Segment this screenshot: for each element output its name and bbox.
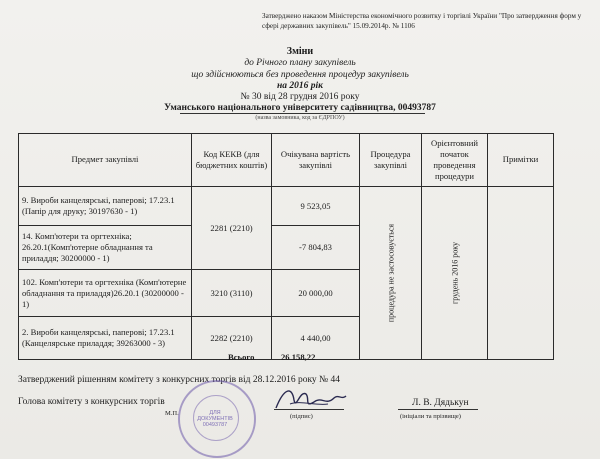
row-value: 9 523,05 — [272, 186, 360, 225]
total-value: 26 158,22 — [281, 352, 316, 362]
title-year: на 2016 рік — [277, 81, 323, 91]
document-number-date: № 30 від 28 грудня 2016 року — [240, 92, 360, 102]
name-caption: (ініціали та прізвище) — [400, 413, 461, 420]
col-header-start: Орієнтовний початок проведення процедури — [422, 134, 488, 187]
name-line — [398, 409, 478, 410]
approval-note: Затверджено наказом Міністерства економічного розвитку і торгівлі України "Про затвердження форм у сфері державних закупівель" 15.09.2014р. № 1106 — [262, 12, 582, 30]
row-kekv: 2282 (2210) — [192, 317, 272, 360]
approval-statement: Затверджений рішенням комітету з конкурсних торгів від 28.12.2016 року № 44 — [18, 375, 340, 385]
row-kekv: 3210 (3110) — [192, 270, 272, 317]
row-value: -7 804,83 — [272, 225, 360, 270]
organization-caption: (назва замовника, код за ЄДРПОУ) — [255, 115, 345, 121]
row-value: 20 000,00 — [272, 270, 360, 317]
organization-name: Уманського національного університету садівництва, 00493787 — [164, 103, 436, 113]
col-header-value: Очікувана вартість закупівлі — [272, 134, 360, 187]
handwritten-signature — [270, 380, 350, 416]
total-label: Всього — [228, 352, 255, 362]
col-header-kekv: Код КЕКВ (для бюджетних коштів) — [192, 134, 272, 187]
notes-cell — [488, 186, 554, 359]
stamp-text: ДЛЯ ДОКУМЕНТІВ 00493787 — [197, 410, 233, 428]
table-header-row — [19, 134, 554, 187]
row-subject: 102. Комп'ютери та оргтехніка (Комп'ютерне обладнання та приладдя)26.20.1 (30200000 - 1) — [19, 270, 192, 317]
row-kekv: 2281 (2210) — [192, 186, 272, 269]
signature-line — [274, 409, 344, 410]
document-title: Зміни — [286, 46, 314, 57]
signatory-name: Л. В. Дядькун — [412, 398, 469, 408]
start-text: грудень 2016 року — [450, 241, 459, 304]
row-subject: 9. Вироби канцелярські, паперові; 17.23.1 (Папір для друку; 30197630 - 1) — [19, 186, 192, 225]
row-subject: 14. Комп'ютери та оргтехніка; 26.20.1(Комп'ютерне обладнання та приладдя; 30200000 - 1) — [19, 225, 192, 270]
col-header-subject: Предмет закупівлі — [19, 134, 192, 187]
seal-mark-label: М.П. — [165, 410, 179, 417]
procedure-text: процедура не застосовується — [386, 223, 395, 323]
col-header-procedure: Процедура закупівлі — [360, 134, 422, 187]
col-header-notes: Примітки — [488, 134, 554, 187]
title-line-2: до Річного плану закупівель — [244, 58, 356, 68]
title-line-3: що здійснюються без проведення процедур закупівель — [191, 70, 409, 80]
signature-caption: (підпис) — [290, 413, 313, 420]
row-value: 4 440,00 — [272, 317, 360, 360]
procedure-cell — [360, 186, 422, 359]
row-subject: 2. Вироби канцелярські, паперові; 17.23.1 (Канцелярське приладдя; 39263000 - 3) — [19, 317, 192, 360]
table-row — [19, 186, 554, 225]
organization-underline — [180, 113, 425, 114]
chairman-label: Голова комітету з конкурсних торгів — [18, 397, 165, 407]
start-cell — [422, 186, 488, 359]
procurement-table — [18, 133, 554, 360]
